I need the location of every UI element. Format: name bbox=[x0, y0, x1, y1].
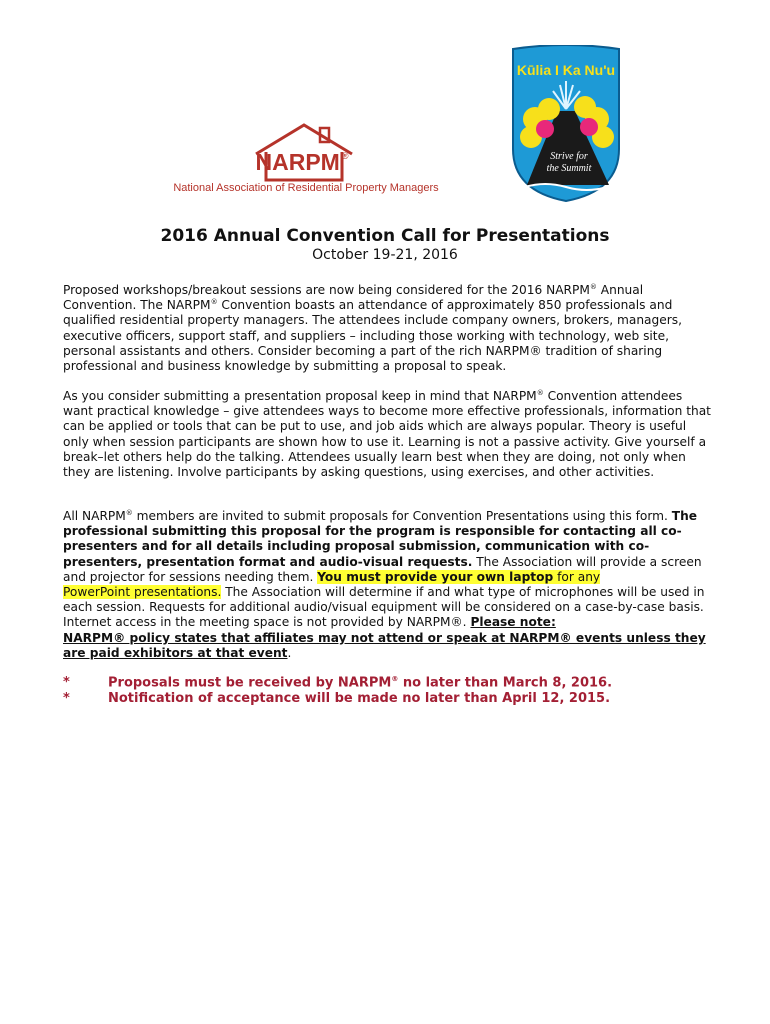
narpm-full-name: National Association of Residential Property Managers bbox=[173, 182, 439, 194]
intro-paragraph: Proposed workshops/breakout sessions are now being considered for the 2016 NARPM® Annual Convention. The NARPM® Convention boasts an attendance of approximately 850 professionals and qualified residential property managers. The attendees include company owners, brokers, managers, executive officers, support staff, and suppliers – including those working with technology, web site, personal assistants and others. Consider becoming a part of the rich NARPM® tradition of sharing professional and business knowledge by submitting a proposal to speak. bbox=[63, 282, 682, 374]
badge-motto-1: Strive for bbox=[550, 151, 588, 162]
convention-badge-logo bbox=[505, 45, 627, 205]
requirements-paragraph: All NARPM® members are invited to submit proposals for Convention Presentations using this form. The professional submitting this proposal for the program is responsible for contacting all co-presenters and for all details including proposal submission, communication with co-presenters, presentation format and audio-visual requests. The Association will provide a screen and projector for sessions needing them. You must provide your own laptop for any PowerPoint presentations. The Association will determine if and what type of microphones will be used in each session. Requests for additional audio/visual equipment will be considered on a case-by-case basis. Internet access in the meeting space is not provided by NARPM®. Please note: NARPM® policy states that affiliates may not attend or speak at NARPM® events unless they are paid exhibitors at that event. bbox=[63, 508, 706, 660]
badge-motto-2: the Summit bbox=[546, 163, 592, 174]
guidance-paragraph: As you consider submitting a presentation proposal keep in mind that NARPM® Convention attendees want practical knowledge – give attendees ways to become more effective professionals, information that can be applied or tools that can be put to use, and job aids which are always popular. Theory is useful only when session participants are shown how to use it. Learning is not a passive activity. Give yourself a break–let others help do the talking. Attendees usually learn best when they are doing, not only when they are listening. Involve participants by asking questions, using exercises, and other activities. bbox=[63, 388, 711, 480]
responsibility-statement: The professional submitting this proposal for the program is responsible for contacting all co-presenters and for all details including proposal submission, communication with co-presenters, presentation format and audio-visual requests. bbox=[63, 509, 698, 569]
narpm-logo bbox=[158, 122, 454, 198]
convention-date: October 19-21, 2016 bbox=[312, 247, 458, 263]
affiliate-policy: NARPM® policy states that affiliates may not attend or speak at NARPM® events unless they are paid exhibitors at that event bbox=[63, 630, 706, 660]
please-note: Please note: bbox=[470, 615, 556, 630]
narpm-wordmark: NARPM ® bbox=[255, 149, 349, 175]
deadline-bullet: * Proposals must be received by NARPM® no later than March 8, 2016. bbox=[63, 675, 613, 691]
document-title: 2016 Annual Convention Call for Presentations bbox=[160, 226, 610, 246]
laptop-requirement: You must provide your own laptop bbox=[317, 569, 554, 584]
notification-bullet: * Notification of acceptance will be made no later than April 12, 2015. bbox=[63, 691, 611, 706]
badge-top-text: Kūlia I Ka Nu'u bbox=[516, 62, 616, 78]
